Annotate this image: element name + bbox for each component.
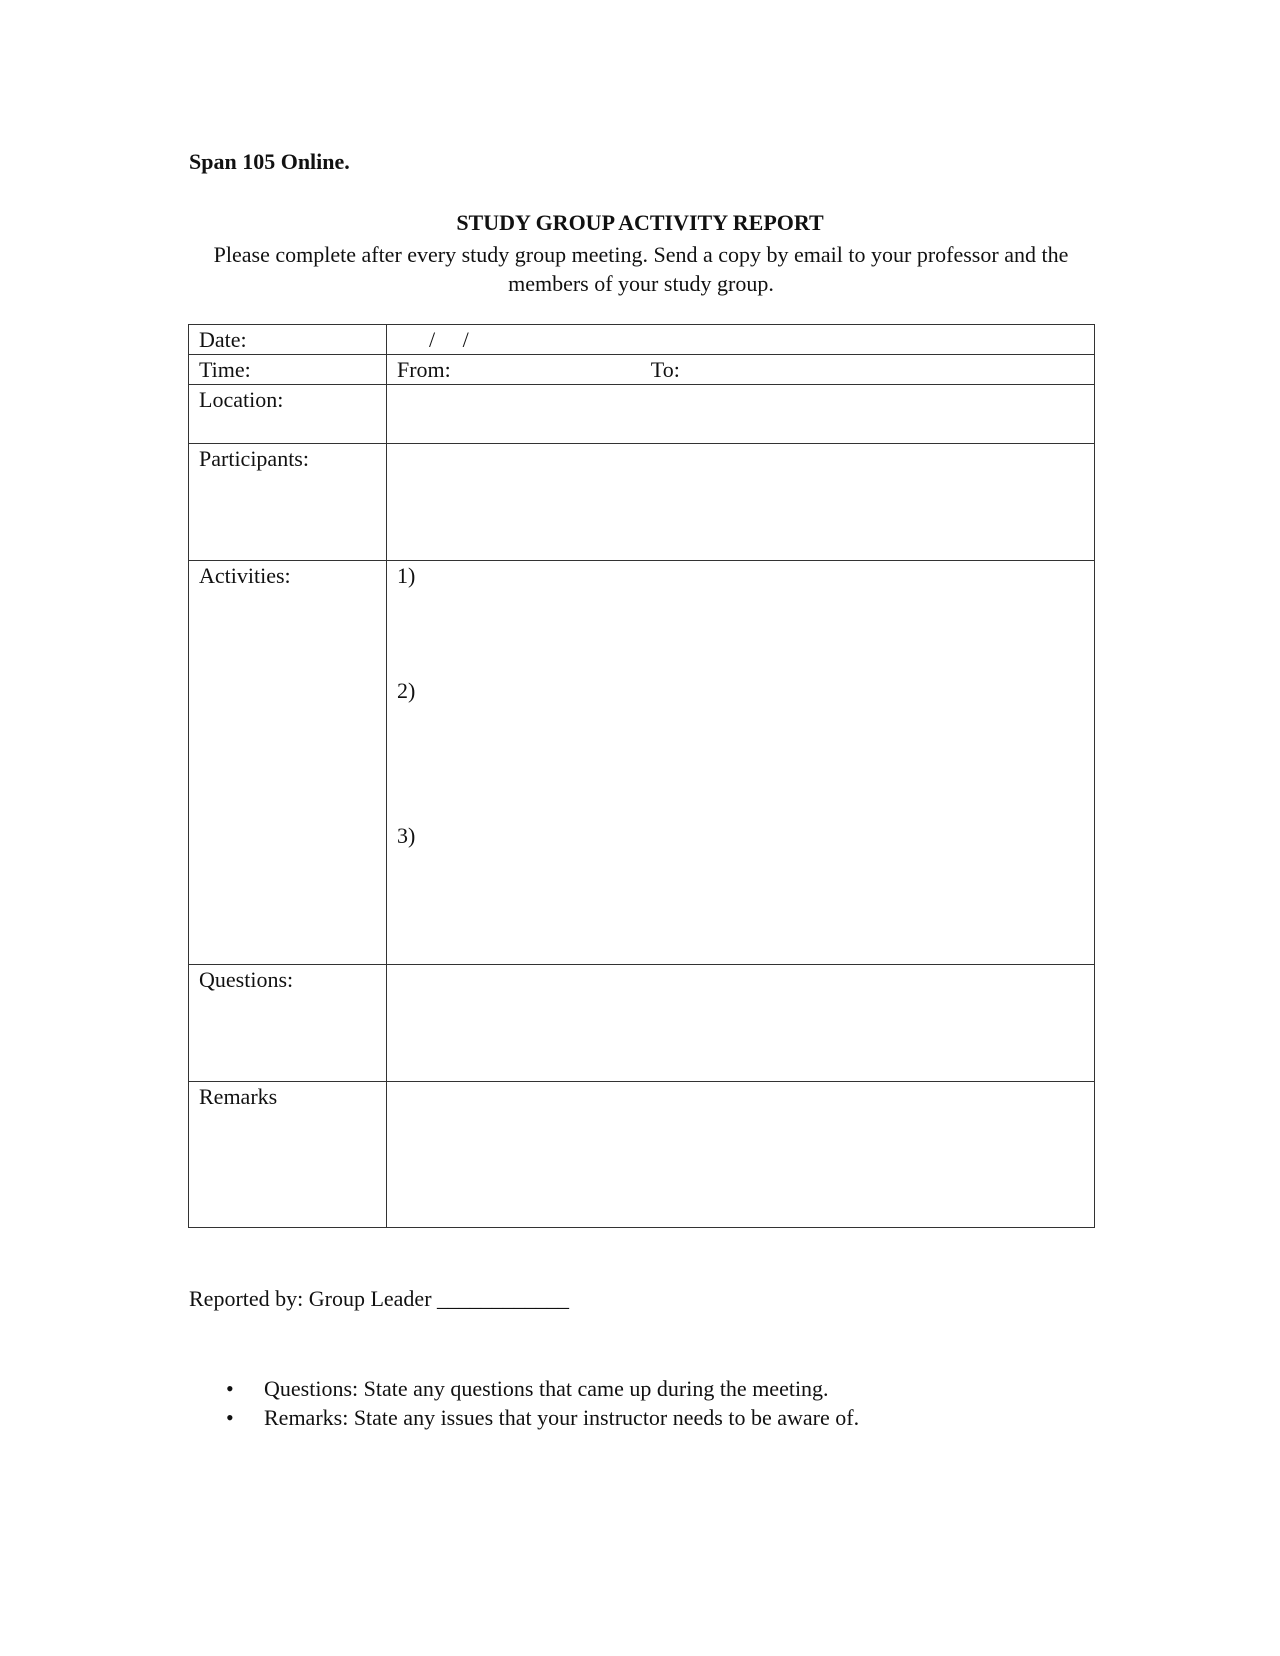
- remarks-label: Remarks: [189, 1082, 387, 1228]
- location-row: [189, 385, 1095, 444]
- note-questions: Questions: State any questions that came up during the meeting.: [264, 1376, 829, 1401]
- questions-label: Questions:: [189, 965, 387, 1082]
- time-to-label: To:: [650, 357, 680, 382]
- location-field[interactable]: [387, 385, 1095, 444]
- questions-row: [189, 965, 1095, 1082]
- note-remarks: Remarks: State any issues that your instructor needs to be aware of.: [264, 1405, 860, 1430]
- activity-item-1: 1): [397, 563, 416, 588]
- bullet-icon: •: [226, 1405, 234, 1430]
- date-label: Date:: [189, 325, 387, 355]
- instructions-text: Please complete after every study group meeting. Send a copy by email to your professor and the members of your study group.: [213, 242, 1069, 296]
- list-item: [0, 1403, 859, 1432]
- time-label: Time:: [189, 355, 387, 385]
- course-title: Span 105 Online.: [189, 149, 350, 174]
- participants-row: [189, 444, 1095, 561]
- activities-row: [189, 561, 1095, 965]
- activities-field[interactable]: [387, 561, 1095, 965]
- notes-list: [0, 1374, 859, 1432]
- activity-report-table: [188, 324, 1095, 1228]
- remarks-field[interactable]: [387, 1082, 1095, 1228]
- questions-field[interactable]: [387, 965, 1095, 1082]
- time-from-label: From:: [397, 357, 451, 382]
- activity-item-2: 2): [397, 678, 416, 703]
- report-title: STUDY GROUP ACTIVITY REPORT: [456, 210, 824, 235]
- participants-label: Participants:: [189, 444, 387, 561]
- participants-field[interactable]: [387, 444, 1095, 561]
- activity-item-3: 3): [397, 823, 416, 848]
- date-slashes: / /: [429, 327, 469, 352]
- activities-label: Activities:: [189, 561, 387, 965]
- date-row: [189, 325, 1095, 355]
- date-field[interactable]: [387, 325, 1095, 355]
- bullet-icon: •: [226, 1376, 234, 1401]
- time-field[interactable]: [387, 355, 1095, 385]
- time-row: [189, 355, 1095, 385]
- location-label: Location:: [189, 385, 387, 444]
- reported-by-line: Reported by: Group Leader ____________: [189, 1286, 570, 1311]
- remarks-row: [189, 1082, 1095, 1228]
- list-item: [0, 1374, 859, 1403]
